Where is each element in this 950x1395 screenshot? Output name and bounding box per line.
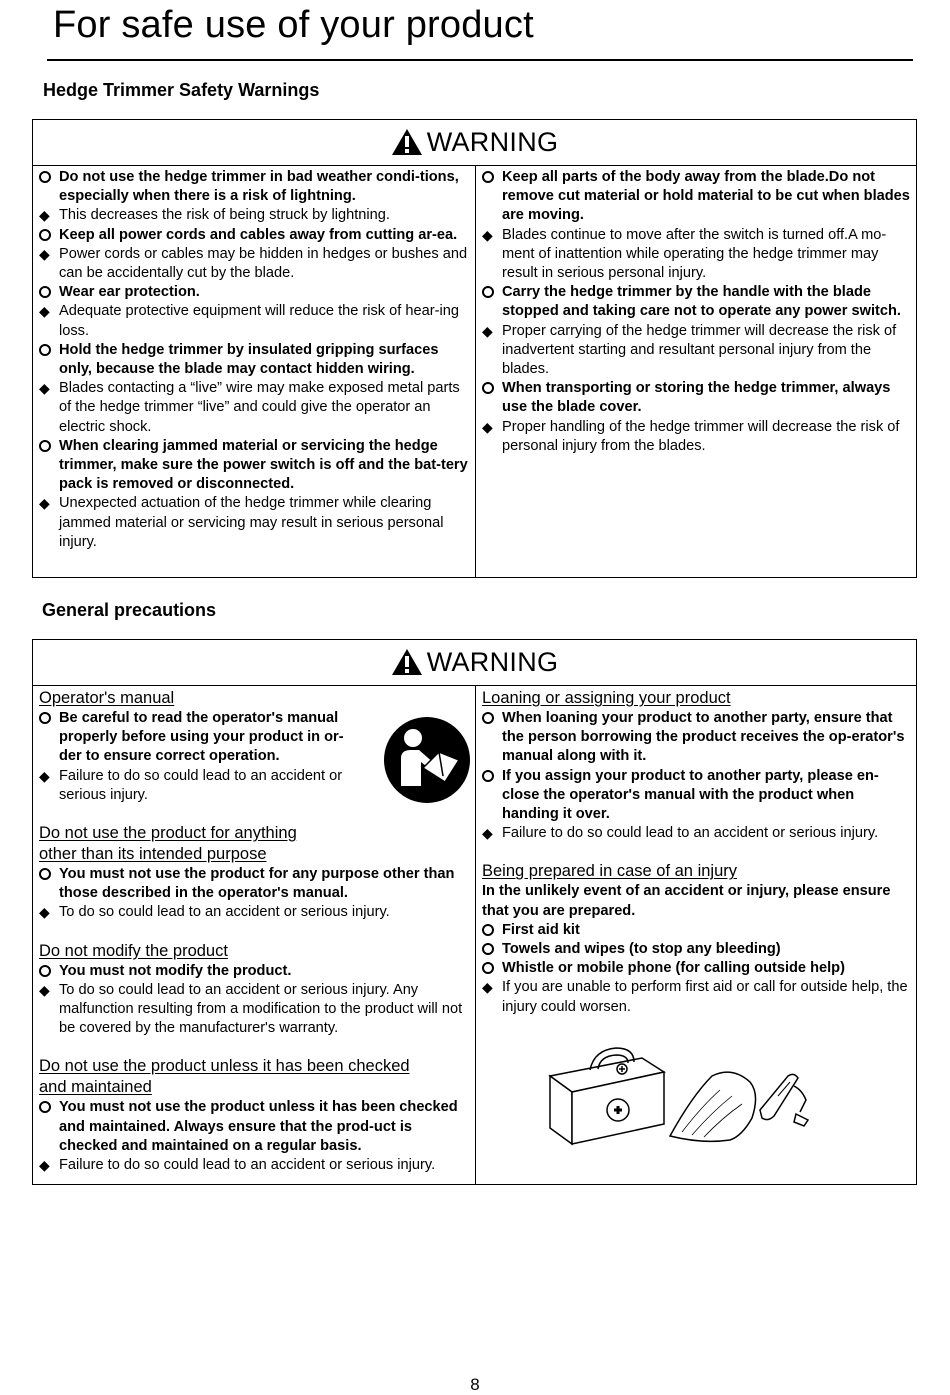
circle-bullet-icon <box>482 283 500 303</box>
hedge-section-heading: Hedge Trimmer Safety Warnings <box>43 80 320 100</box>
checked-maintained-block <box>39 1056 469 1175</box>
page-number: 8 <box>470 1375 480 1394</box>
general-left-column <box>33 686 476 1184</box>
circle-bullet-icon <box>39 168 57 188</box>
warning-label: WARNING <box>426 127 559 157</box>
rule-item: Carry the hedge trimmer by the handle with the blade stopped and taking care not to operate any power switch. <box>482 283 910 321</box>
circle-bullet-icon <box>39 341 57 361</box>
diamond-bullet-icon <box>39 767 57 786</box>
hedge-warning-box <box>32 119 917 578</box>
rule-item: Wear ear protection. <box>39 283 469 302</box>
operators-manual-block <box>39 688 469 805</box>
hedge-left-column <box>33 166 476 577</box>
do-not-modify-block <box>39 941 469 1039</box>
towel-icon <box>670 1072 756 1141</box>
diamond-bullet-icon <box>39 379 57 398</box>
warning-header <box>33 640 916 686</box>
rule-item: When clearing jammed material or servicing the hedge trimmer, make sure the power switch is off and the bat-tery pack is removed or disconnected. <box>39 437 469 495</box>
reason-item: ◆ To do so could lead to an accident or serious injury. <box>39 903 469 922</box>
diamond-bullet-icon <box>482 226 500 245</box>
hedge-right-column <box>476 166 916 577</box>
warning-header <box>33 120 916 166</box>
diamond-bullet-icon <box>482 322 500 341</box>
circle-bullet-icon <box>482 767 500 787</box>
injury-block <box>482 861 910 1016</box>
circle-bullet-icon <box>482 940 500 960</box>
circle-bullet-icon <box>482 959 500 979</box>
reason-item: ◆ Failure to do so could lead to an accident or serious injury. <box>39 767 364 805</box>
reason-item: ◆ To do so could lead to an accident or serious injury. Any malfunction resulting from a modification to the product will not be covered by the manufacturer's warranty. <box>39 981 469 1039</box>
diamond-bullet-icon <box>39 981 57 1000</box>
list-item: First aid kit <box>482 921 910 940</box>
diamond-bullet-icon <box>482 824 500 843</box>
circle-bullet-icon <box>482 709 500 729</box>
circle-bullet-icon <box>482 921 500 941</box>
page-title: For safe use of your product <box>53 4 534 46</box>
mobile-phone-icon <box>760 1074 808 1126</box>
circle-bullet-icon <box>39 1098 57 1118</box>
warning-triangle-icon <box>391 648 423 676</box>
reason-item: ◆ Failure to do so could lead to an accident or serious injury. <box>39 1156 469 1175</box>
first-aid-illustration <box>542 1036 832 1146</box>
reason-item: ◆ Proper carrying of the hedge trimmer will decrease the risk of inadvertent starting and resultant personal injury from the blades. <box>482 322 910 380</box>
rule-item: Hold the hedge trimmer by insulated gripping surfaces only, because the blade may contact hidden wiring. <box>39 341 469 379</box>
diamond-bullet-icon <box>39 1156 57 1175</box>
rule-item: Be careful to read the operator's manual properly before using your product in or-der to ensure correct operation. <box>39 709 364 767</box>
general-warning-box <box>32 639 917 1185</box>
first-aid-kit-icon <box>550 1048 664 1144</box>
general-section-heading: General precautions <box>42 600 217 620</box>
reason-item: ◆ If you are unable to perform first aid or call for outside help, the injury could worsen. <box>482 978 910 1016</box>
circle-bullet-icon <box>39 226 57 246</box>
reason-item: ◆ Blades continue to move after the switch is turned off.A mo-ment of inattention while operating the hedge trimmer may result in serious personal injury. <box>482 226 910 284</box>
read-manual-icon <box>383 716 471 804</box>
circle-bullet-icon <box>482 168 500 188</box>
rule-item: When loaning your product to another party, ensure that the person borrowing the product receives the op-erator's manual along with it. <box>482 709 910 767</box>
rule-item: Keep all parts of the body away from the blade.Do not remove cut material or hold material to be cut when blades are moving. <box>482 168 910 226</box>
diamond-bullet-icon <box>482 418 500 437</box>
rule-item: Keep all power cords and cables away from cutting ar-ea. <box>39 226 469 245</box>
diamond-bullet-icon <box>39 494 57 513</box>
reason-item: ◆ Unexpected actuation of the hedge trimmer while clearing jammed material or servicing may result in serious personal injury. <box>39 494 469 552</box>
reason-item: ◆ Blades contacting a “live” wire may make exposed metal parts of the hedge trimmer “live” and could give the operator an electric shock. <box>39 379 469 437</box>
circle-bullet-icon <box>39 962 57 982</box>
diamond-bullet-icon <box>39 903 57 922</box>
circle-bullet-icon <box>39 865 57 885</box>
checked-maintained-heading: Do not use the product unless it has been checked and maintained <box>39 1057 410 1097</box>
list-item: Whistle or mobile phone (for calling outside help) <box>482 959 910 978</box>
diamond-bullet-icon <box>39 206 57 225</box>
reason-item: ◆ Power cords or cables may be hidden in hedges or bushes and can be accidentally cut by the blade. <box>39 245 469 283</box>
rule-item: You must not use the product for any purpose other than those described in the operator's manual. <box>39 865 469 903</box>
reason-item: ◆ Adequate protective equipment will reduce the risk of hear-ing loss. <box>39 302 469 340</box>
rule-item: When transporting or storing the hedge trimmer, always use the blade cover. <box>482 379 910 417</box>
warning-label: WARNING <box>426 647 559 677</box>
rule-item: You must not modify the product. <box>39 962 469 981</box>
general-right-column <box>476 686 916 1184</box>
diamond-bullet-icon <box>39 302 57 321</box>
loaning-heading: Loaning or assigning your product <box>482 689 731 707</box>
reason-item: ◆ Proper handling of the hedge trimmer will decrease the risk of personal injury from the blades. <box>482 418 910 456</box>
circle-bullet-icon <box>39 709 57 729</box>
diamond-bullet-icon <box>482 978 500 997</box>
intended-purpose-block <box>39 823 469 923</box>
operators-manual-heading: Operator's manual <box>39 689 175 707</box>
do-not-modify-heading: Do not modify the product <box>39 941 228 960</box>
rule-item: If you assign your product to another party, please en-close the operator's manual with the product when handing it over. <box>482 767 910 825</box>
warning-triangle-icon <box>391 128 423 156</box>
intended-purpose-heading: Do not use the product for anything other than its intended purpose <box>39 824 297 864</box>
reason-item: ◆ This decreases the risk of being struck by lightning. <box>39 206 469 225</box>
circle-bullet-icon <box>482 379 500 399</box>
title-rule <box>47 59 913 61</box>
circle-bullet-icon <box>39 437 57 457</box>
rule-item: You must not use the product unless it has been checked and maintained. Always ensure that the prod-uct is checked and maintained on a regular basis. <box>39 1098 469 1156</box>
reason-item: ◆ Failure to do so could lead to an accident or serious injury. <box>482 824 910 843</box>
rule-item: Do not use the hedge trimmer in bad weather condi-tions, especially when there is a risk of lightning. <box>39 168 469 206</box>
list-item: Towels and wipes (to stop any bleeding) <box>482 940 910 959</box>
circle-bullet-icon <box>39 283 57 303</box>
injury-heading: Being prepared in case of an injury <box>482 862 737 881</box>
loaning-block <box>482 688 910 843</box>
diamond-bullet-icon <box>39 245 57 264</box>
injury-intro: In the unlikely event of an accident or injury, please ensure that you are prepared. <box>482 883 891 919</box>
